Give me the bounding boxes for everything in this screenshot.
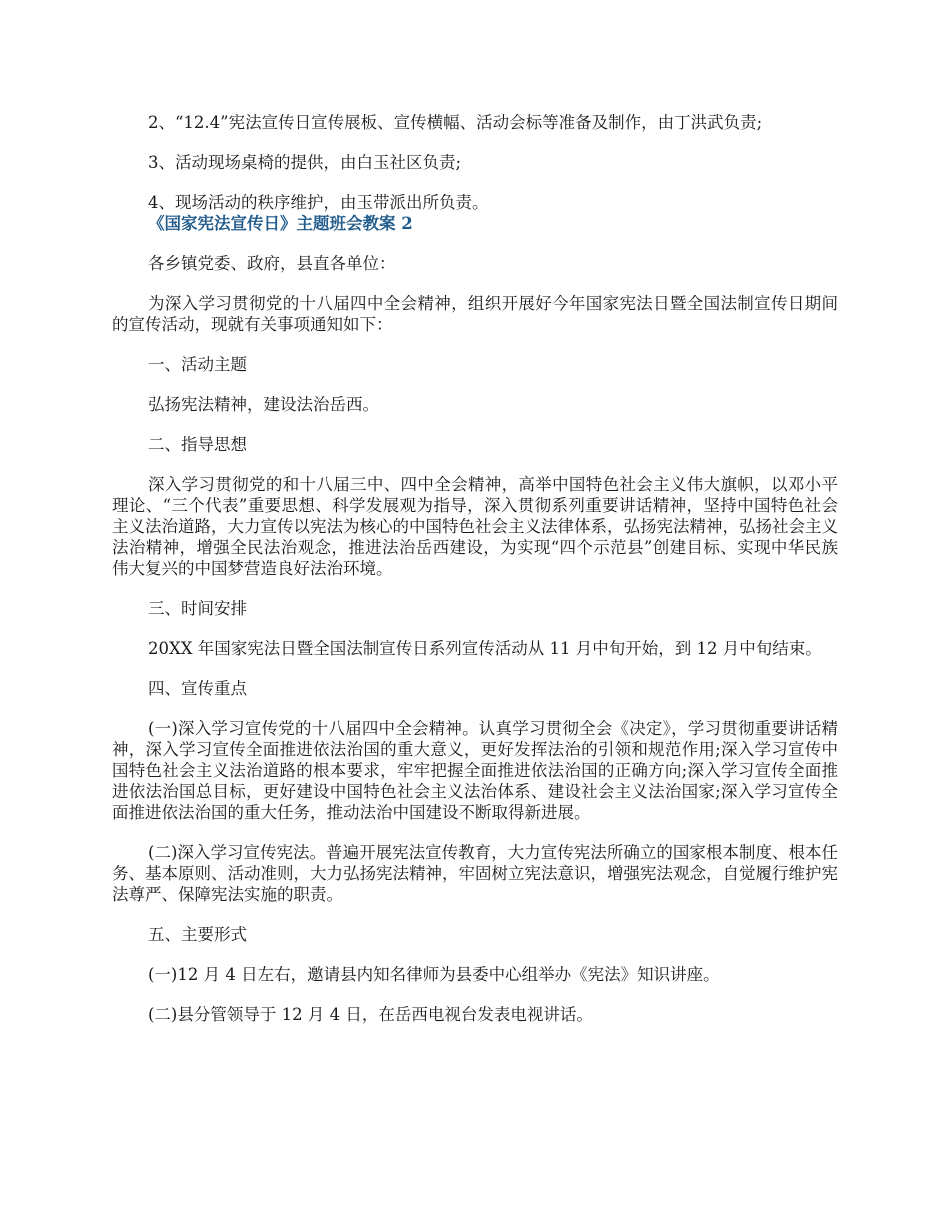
section5-item2: (二)县分管领导于 12 月 4 日，在岳西电视台发表电视讲话。 xyxy=(148,1005,593,1024)
salutation: 各乡镇党委、政府，县直各单位： xyxy=(148,254,396,273)
section1-title: 一、活动主题 xyxy=(148,355,247,374)
section1-body: 弘扬宪法精神，建设法治岳西。 xyxy=(148,395,379,414)
list-item-4: 4、现场活动的秩序维护，由玉带派出所负责。 xyxy=(148,193,489,212)
section4-item2: (二)深入学习宣传宪法。普遍开展宪法宣传教育，大力宣传宪法所确立的国家根本制度、根本任务、基本原则、活动准则，大力弘扬宪法精神，牢固树立宪法意识，增强宪法观念，自觉履行维护宪法尊严、保障宪法实施的职责。 xyxy=(112,843,838,904)
section3-title: 三、时间安排 xyxy=(148,599,247,618)
section3-body: 20XX 年国家宪法日暨全国法制宣传日系列宣传活动从 11 月中旬开始，到 12 月中旬结束。 xyxy=(148,639,822,658)
section5-title: 五、主要形式 xyxy=(148,925,247,944)
section4-title: 四、宣传重点 xyxy=(148,679,247,698)
section5-item1: (一)12 月 4 日左右，邀请县内知名律师为县委中心组举办《宪法》知识讲座。 xyxy=(148,965,720,984)
list-item-3: 3、活动现场桌椅的提供，由白玉社区负责; xyxy=(148,153,462,172)
section-heading: 《国家宪法宣传日》主题班会教案 2 xyxy=(148,214,413,233)
section4-item1: (一)深入学习宣传党的十八届四中全会精神。认真学习贯彻全会《决定》，学习贯彻重要讲话精神，深入学习宣传全面推进依法治国的重大意义，更好发挥法治的引领和规范作用;深入学习宣传中国特色社会主义法治道路的根本要求，牢牢把握全面推进依法治国的正确方向;深入学习宣传全面推进依法治国总目标，更好建设中国特色社会主义法治体系、建设社会主义法治国家;深入学习宣传全面推进依法治国的重大任务，推动法治中国建设不断取得新进展。 xyxy=(112,719,838,822)
section2-title: 二、指导思想 xyxy=(148,435,247,454)
section2-body: 深入学习贯彻党的和十八届三中、四中全会精神，高举中国特色社会主义伟大旗帜，以邓小平理论、“三个代表”重要思想、科学发展观为指导，深入贯彻系列重要讲话精神，坚持中国特色社会主义法治道路，大力宣传以宪法为核心的中国特色社会主义法律体系，弘扬宪法精神，弘扬社会主义法治精神，增强全民法治观念，推进法治岳西建设，为实现“四个示范县”创建目标、实现中华民族伟大复兴的中国梦营造良好法治环境。 xyxy=(112,475,838,578)
list-item-2: 2、“12.4”宪法宣传日宣传展板、宣传横幅、活动会标等准备及制作，由丁洪武负责; xyxy=(148,113,763,132)
intro-paragraph: 为深入学习贯彻党的十八届四中全会精神，组织开展好今年国家宪法日暨全国法制宣传日期间的宣传活动，现就有关事项通知如下： xyxy=(112,294,838,334)
